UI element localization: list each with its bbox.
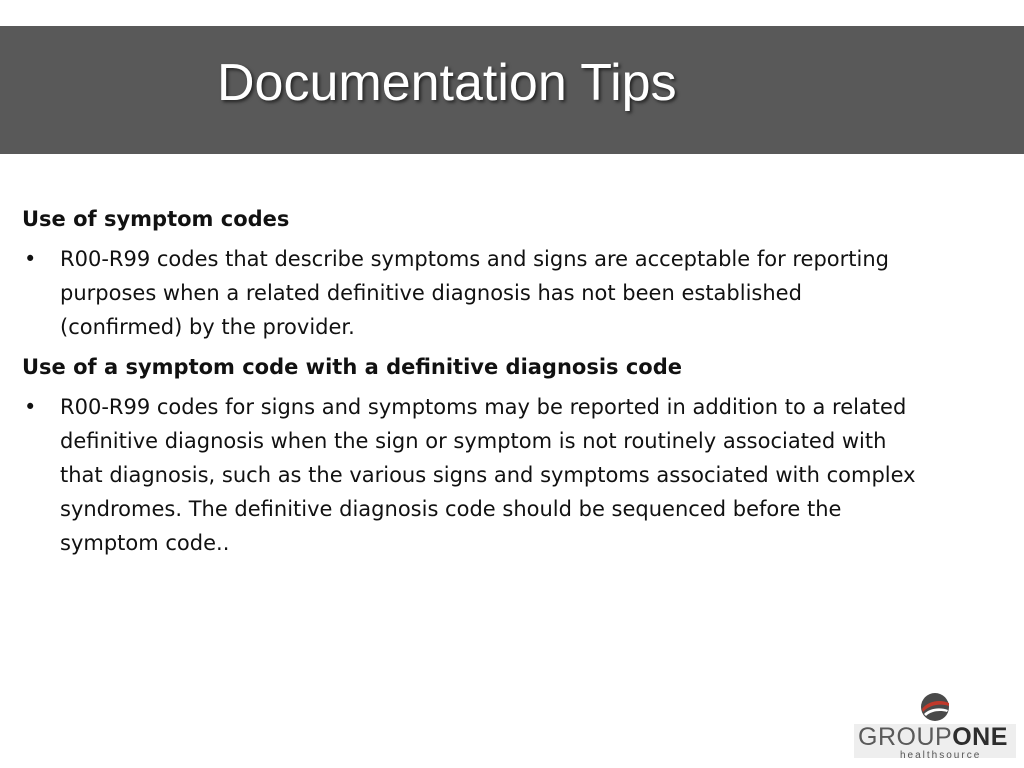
bullet-item [22,242,922,344]
bullet-text: R00-R99 codes that describe symptoms and signs are acceptable for reporting purposes when a related definitive diagnosis has not been established (confirmed) by the provider. [60,247,889,339]
logo-word-one: ONE [952,723,1008,751]
swoosh-globe-icon [920,692,950,722]
bullet-glyph: • [24,247,37,271]
logo-subtitle: healthsource [900,750,982,761]
bullet-glyph: • [24,395,37,419]
logo-word-group: GROUP [858,723,953,751]
slide-title: Documentation Tips [217,54,677,112]
bullet-item [22,390,922,560]
groupone-logo [852,690,1020,764]
bullet-text: R00-R99 codes for signs and symptoms may be reported in addition to a related definitive diagnosis when the sign or symptom is not routinely associated with that diagnosis, such as the various signs and symptoms associated with complex syndromes. The definitive diagnosis code should be sequenced before the symptom code.. [60,395,916,555]
section-heading-symptom-with-definitive: Use of a symptom code with a definitive diagnosis code [22,355,683,379]
slide-body [22,202,922,566]
section-heading-symptom-codes: Use of symptom codes [22,207,290,231]
logo-wordmark [858,724,1008,750]
